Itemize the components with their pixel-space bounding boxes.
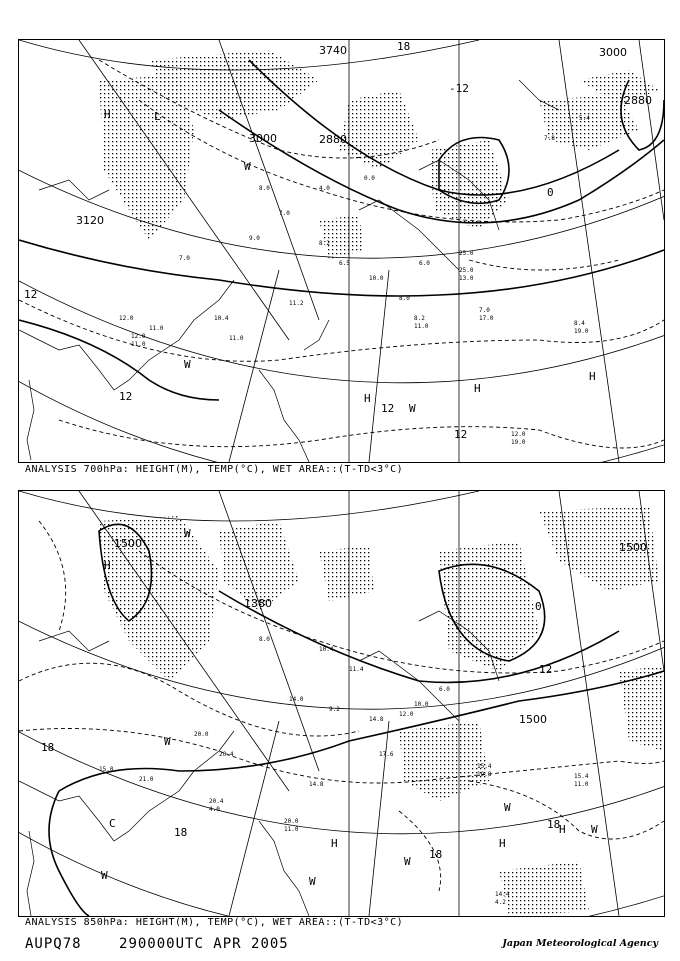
svg-text:14.8: 14.8 <box>369 716 384 723</box>
svg-text:8.0: 8.0 <box>259 185 270 192</box>
svg-text:0.0: 0.0 <box>364 175 375 182</box>
temp-label: 18 <box>429 848 443 861</box>
valid-time: 290000UTC APR 2005 <box>119 936 289 952</box>
caption-700hpa: ANALYSIS 700hPa: HEIGHT(M), TEMP(°C), WET AREA::(T-TD<3°C) <box>25 464 404 475</box>
height-label: 3740 <box>319 44 347 57</box>
caption-850hpa: ANALYSIS 850hPa: HEIGHT(M), TEMP(°C), WET AREA::(T-TD<3°C) <box>25 917 404 928</box>
svg-text:14.0: 14.0 <box>289 696 304 703</box>
high-center: H <box>104 559 111 572</box>
svg-text:15.4: 15.4 <box>574 773 589 780</box>
svg-text:11.2: 11.2 <box>289 300 304 307</box>
analysis-850hpa-map <box>18 490 665 917</box>
svg-text:10.4: 10.4 <box>214 315 229 322</box>
svg-text:4.0: 4.0 <box>209 806 220 813</box>
high-center: H <box>104 108 111 121</box>
svg-text:12.0: 12.0 <box>119 315 134 322</box>
height-label: 3120 <box>76 214 104 227</box>
svg-text:7.8: 7.8 <box>544 135 555 142</box>
height-label: 1500 <box>619 541 647 554</box>
warm-center: W <box>504 801 511 814</box>
temp-label: -12 <box>449 82 469 95</box>
warm-center: W <box>591 823 598 836</box>
svg-text:11.0: 11.0 <box>414 323 429 330</box>
temp-label: 12 <box>454 428 468 441</box>
svg-text:14.8: 14.8 <box>309 781 324 788</box>
svg-text:11.0: 11.0 <box>574 781 589 788</box>
map-700-canvas <box>19 40 664 462</box>
warm-center: W <box>101 869 108 882</box>
svg-text:17.6: 17.6 <box>379 751 394 758</box>
svg-text:8.2: 8.2 <box>319 240 330 247</box>
wet-areas-850 <box>99 506 664 916</box>
temp-label: 18 <box>174 826 188 839</box>
temp-label: 18 <box>547 818 561 831</box>
temp-label: 12 <box>119 390 133 403</box>
svg-text:20.0: 20.0 <box>284 818 299 825</box>
svg-text:9.2: 9.2 <box>329 706 340 713</box>
height-label: 2880 <box>624 94 652 107</box>
chart-code: AUPQ78 <box>25 936 82 952</box>
svg-text:14.4: 14.4 <box>495 891 510 898</box>
warm-center: W <box>244 160 251 173</box>
svg-text:7.0: 7.0 <box>179 255 190 262</box>
obs-values-700 <box>131 267 589 446</box>
svg-text:8.0: 8.0 <box>259 636 270 643</box>
svg-text:7.0: 7.0 <box>279 210 290 217</box>
svg-text:11.4: 11.4 <box>349 666 364 673</box>
svg-text:19.0: 19.0 <box>511 439 526 446</box>
high-center: H <box>364 392 371 405</box>
svg-text:15.4: 15.4 <box>477 763 492 770</box>
svg-text:20.0: 20.0 <box>194 731 209 738</box>
svg-text:6.5: 6.5 <box>339 260 350 267</box>
height-label: 3000 <box>249 132 277 145</box>
height-label: 1380 <box>244 597 272 610</box>
temp-label: 18 <box>41 741 55 754</box>
svg-text:20.4: 20.4 <box>209 798 224 805</box>
svg-text:9.0: 9.0 <box>249 235 260 242</box>
svg-text:8.0: 8.0 <box>399 295 410 302</box>
temp-label: 18 <box>397 40 411 53</box>
high-center: H <box>499 837 506 850</box>
analysis-700hpa-map <box>18 39 665 463</box>
agency-credit: Japan Meteorological Agency <box>502 938 658 949</box>
svg-text:19.0: 19.0 <box>574 328 589 335</box>
svg-text:11.0: 11.0 <box>229 335 244 342</box>
high-center: H <box>589 370 596 383</box>
svg-text:25.0: 25.0 <box>459 267 474 274</box>
temp-label: 0 <box>535 600 542 613</box>
warm-center: W <box>184 527 191 540</box>
warm-center: W <box>184 358 191 371</box>
warm-center: W <box>164 735 171 748</box>
map-850-canvas <box>19 491 664 916</box>
height-label: 1500 <box>519 713 547 726</box>
warm-center: W <box>409 402 416 415</box>
svg-text:7.0: 7.0 <box>479 307 490 314</box>
warm-center: W <box>309 875 316 888</box>
temp-label: C <box>109 817 116 830</box>
svg-text:15.0: 15.0 <box>99 766 114 773</box>
svg-text:10.0: 10.0 <box>369 275 384 282</box>
svg-text:11.0: 11.0 <box>284 826 299 833</box>
svg-text:12.0: 12.0 <box>131 333 146 340</box>
svg-text:13.0: 13.0 <box>459 275 474 282</box>
svg-text:5.4: 5.4 <box>579 115 590 122</box>
svg-text:10.0: 10.0 <box>414 701 429 708</box>
svg-text:10.4: 10.4 <box>319 646 334 653</box>
svg-text:12.0: 12.0 <box>399 711 414 718</box>
svg-text:11.0: 11.0 <box>131 341 146 348</box>
height-label: 1500 <box>114 537 142 550</box>
warm-center: W <box>404 855 411 868</box>
svg-text:25.0: 25.0 <box>459 250 474 257</box>
svg-text:8.2: 8.2 <box>414 315 425 322</box>
svg-text:6.0: 6.0 <box>439 686 450 693</box>
height-label: 2880 <box>319 133 347 146</box>
svg-text:12.0: 12.0 <box>511 431 526 438</box>
high-center: H <box>559 823 566 836</box>
svg-text:19.8: 19.8 <box>477 771 492 778</box>
svg-text:6.0: 6.0 <box>419 260 430 267</box>
high-center: H <box>474 382 481 395</box>
svg-text:21.0: 21.0 <box>139 776 154 783</box>
svg-text:20.4: 20.4 <box>219 751 234 758</box>
low-center: L <box>154 110 161 123</box>
temp-label: 12 <box>381 402 395 415</box>
high-center: H <box>331 837 338 850</box>
svg-text:17.0: 17.0 <box>479 315 494 322</box>
svg-text:4.2: 4.2 <box>495 899 506 906</box>
svg-text:8.4: 8.4 <box>574 320 585 327</box>
height-label: 3000 <box>599 46 627 59</box>
chart-footer <box>25 936 317 952</box>
svg-text:4.0: 4.0 <box>319 185 330 192</box>
temp-label: 12 <box>539 663 553 676</box>
temp-label: 12 <box>24 288 38 301</box>
temp-label: 0 <box>547 186 554 199</box>
svg-text:11.0: 11.0 <box>149 325 164 332</box>
